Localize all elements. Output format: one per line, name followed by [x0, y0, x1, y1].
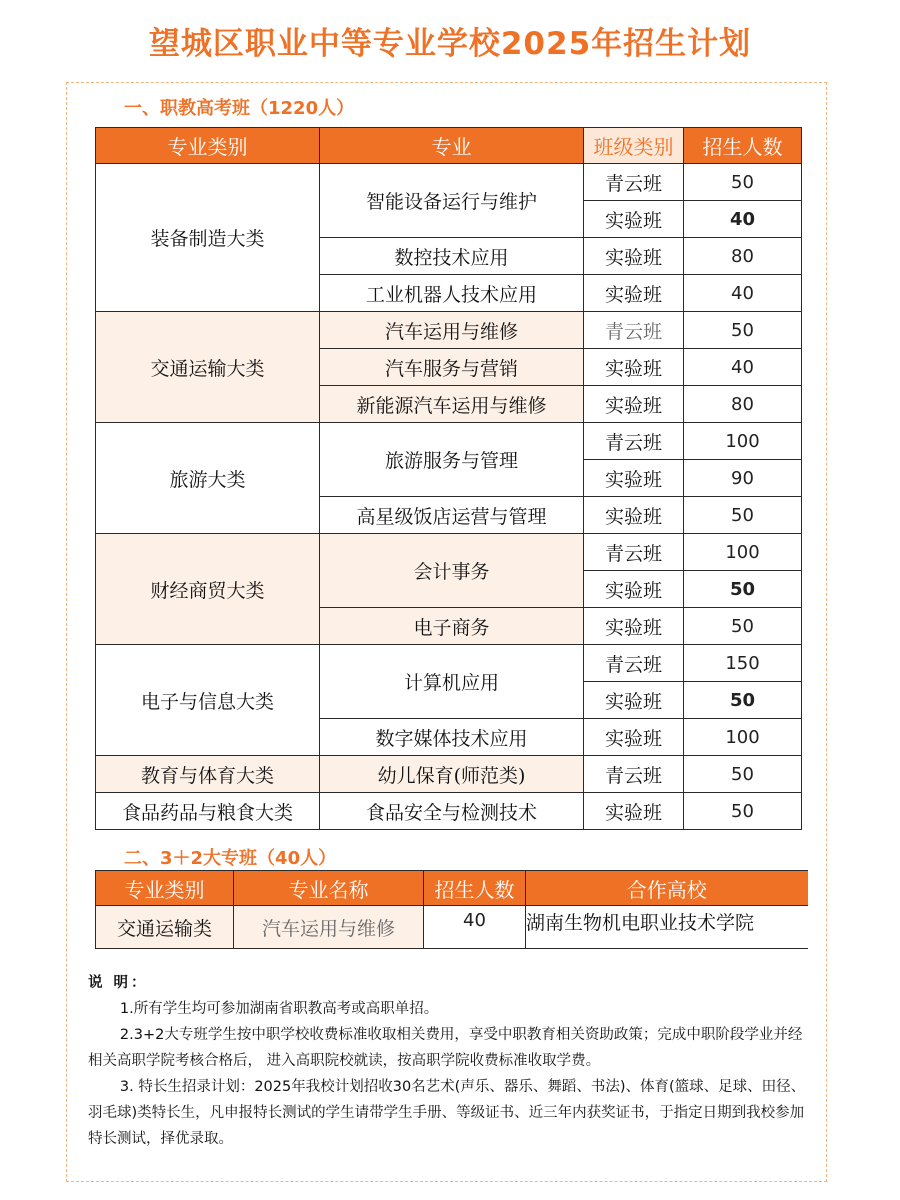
class-type-cell: 实验班	[584, 682, 684, 719]
table-row	[96, 793, 802, 830]
count-cell: 50	[684, 682, 802, 719]
header-partner: 合作高校	[526, 871, 808, 906]
count-cell: 100	[684, 423, 802, 460]
partner-cell: 湖南生物机电职业技术学院	[526, 906, 808, 949]
major-cell: 食品安全与检测技术	[320, 793, 584, 830]
joint-program-table	[95, 870, 808, 949]
class-type-cell: 实验班	[584, 497, 684, 534]
count-cell: 50	[684, 497, 802, 534]
class-type-cell: 青云班	[584, 756, 684, 793]
class-type-cell: 实验班	[584, 608, 684, 645]
header-count: 招生人数	[684, 128, 802, 164]
category-cell: 电子与信息大类	[96, 645, 320, 756]
major-cell: 汽车运用与维修	[234, 906, 424, 949]
enrollment-table	[95, 127, 802, 830]
table-header-row	[96, 871, 808, 906]
category-cell: 交通运输类	[96, 906, 234, 949]
count-cell: 40	[684, 349, 802, 386]
class-type-cell: 青云班	[584, 534, 684, 571]
major-cell: 高星级饭店运营与管理	[320, 497, 584, 534]
class-type-cell: 实验班	[584, 793, 684, 830]
class-type-cell: 实验班	[584, 349, 684, 386]
table-row	[96, 756, 802, 793]
header-count: 招生人数	[424, 871, 526, 906]
count-cell: 50	[684, 756, 802, 793]
section1-heading: 一、职教高考班（1220人）	[124, 98, 355, 119]
category-cell: 装备制造大类	[96, 164, 320, 312]
table-header-row	[96, 128, 802, 164]
table-row	[96, 906, 808, 949]
notes-section	[88, 970, 810, 1152]
header-class-type: 班级类别	[584, 128, 684, 164]
major-cell: 汽车运用与维修	[320, 312, 584, 349]
major-cell: 旅游服务与管理	[320, 423, 584, 497]
major-cell: 计算机应用	[320, 645, 584, 719]
major-cell: 工业机器人技术应用	[320, 275, 584, 312]
table-row	[96, 645, 802, 682]
category-cell: 财经商贸大类	[96, 534, 320, 645]
note-item: 1.所有学生均可参加湖南省职教高考或高职单招。	[119, 1001, 439, 1017]
class-type-cell: 青云班	[584, 164, 684, 201]
major-cell: 数字媒体技术应用	[320, 719, 584, 756]
count-cell: 80	[684, 386, 802, 423]
count-cell: 100	[684, 719, 802, 756]
class-type-cell: 实验班	[584, 719, 684, 756]
table-row	[96, 534, 802, 571]
table-row	[96, 423, 802, 460]
class-type-cell: 青云班	[584, 645, 684, 682]
page-title: 望城区职业中等专业学校2025年招生计划	[148, 26, 752, 62]
class-type-cell: 实验班	[584, 460, 684, 497]
header-category: 专业类别	[96, 128, 320, 164]
category-cell: 旅游大类	[96, 423, 320, 534]
class-type-cell: 青云班	[584, 423, 684, 460]
count-cell: 80	[684, 238, 802, 275]
note-item: 2.3+2大专班学生按中职学校收费标准收取相关费用，享受中职教育相关资助政策；完成中职阶段学业并经相关高职学院考核合格后， 进入高职院校就读，按高职学院收费标准收取学费。	[88, 1027, 803, 1069]
count-cell: 40	[684, 201, 802, 238]
major-cell: 电子商务	[320, 608, 584, 645]
major-cell: 幼儿保育(师范类)	[320, 756, 584, 793]
class-type-cell: 实验班	[584, 201, 684, 238]
count-cell: 50	[684, 164, 802, 201]
count-cell: 50	[684, 312, 802, 349]
count-cell: 50	[684, 793, 802, 830]
category-cell: 教育与体育大类	[96, 756, 320, 793]
section2-heading: 二、3＋2大专班（40人）	[124, 848, 337, 869]
major-cell: 智能设备运行与维护	[320, 164, 584, 238]
major-cell: 会计事务	[320, 534, 584, 608]
class-type-cell: 实验班	[584, 571, 684, 608]
major-cell: 新能源汽车运用与维修	[320, 386, 584, 423]
class-type-cell: 实验班	[584, 238, 684, 275]
table-row	[96, 312, 802, 349]
header-category: 专业类别	[96, 871, 234, 906]
major-cell: 数控技术应用	[320, 238, 584, 275]
category-cell: 交通运输大类	[96, 312, 320, 423]
count-cell: 40	[684, 275, 802, 312]
count-cell: 40	[424, 906, 526, 949]
count-cell: 150	[684, 645, 802, 682]
count-cell: 50	[684, 608, 802, 645]
note-item: 3. 特长生招录计划：2025年我校计划招收30名艺术(声乐、器乐、舞蹈、书法)、体育(篮球、足球、田径、羽毛球)类特长生，凡申报特长测试的学生请带学生手册、等级证书、近三年内获奖证书，于指定日期到我校参加特长测试，择优录取。	[88, 1079, 806, 1147]
notes-heading: 说 明：	[88, 975, 149, 991]
class-type-cell: 青云班	[584, 312, 684, 349]
category-cell: 食品药品与粮食大类	[96, 793, 320, 830]
count-cell: 50	[684, 571, 802, 608]
major-cell: 汽车服务与营销	[320, 349, 584, 386]
header-major: 专业	[320, 128, 584, 164]
table-row	[96, 164, 802, 201]
count-cell: 100	[684, 534, 802, 571]
class-type-cell: 实验班	[584, 275, 684, 312]
header-major-name: 专业名称	[234, 871, 424, 906]
count-cell: 90	[684, 460, 802, 497]
class-type-cell: 实验班	[584, 386, 684, 423]
